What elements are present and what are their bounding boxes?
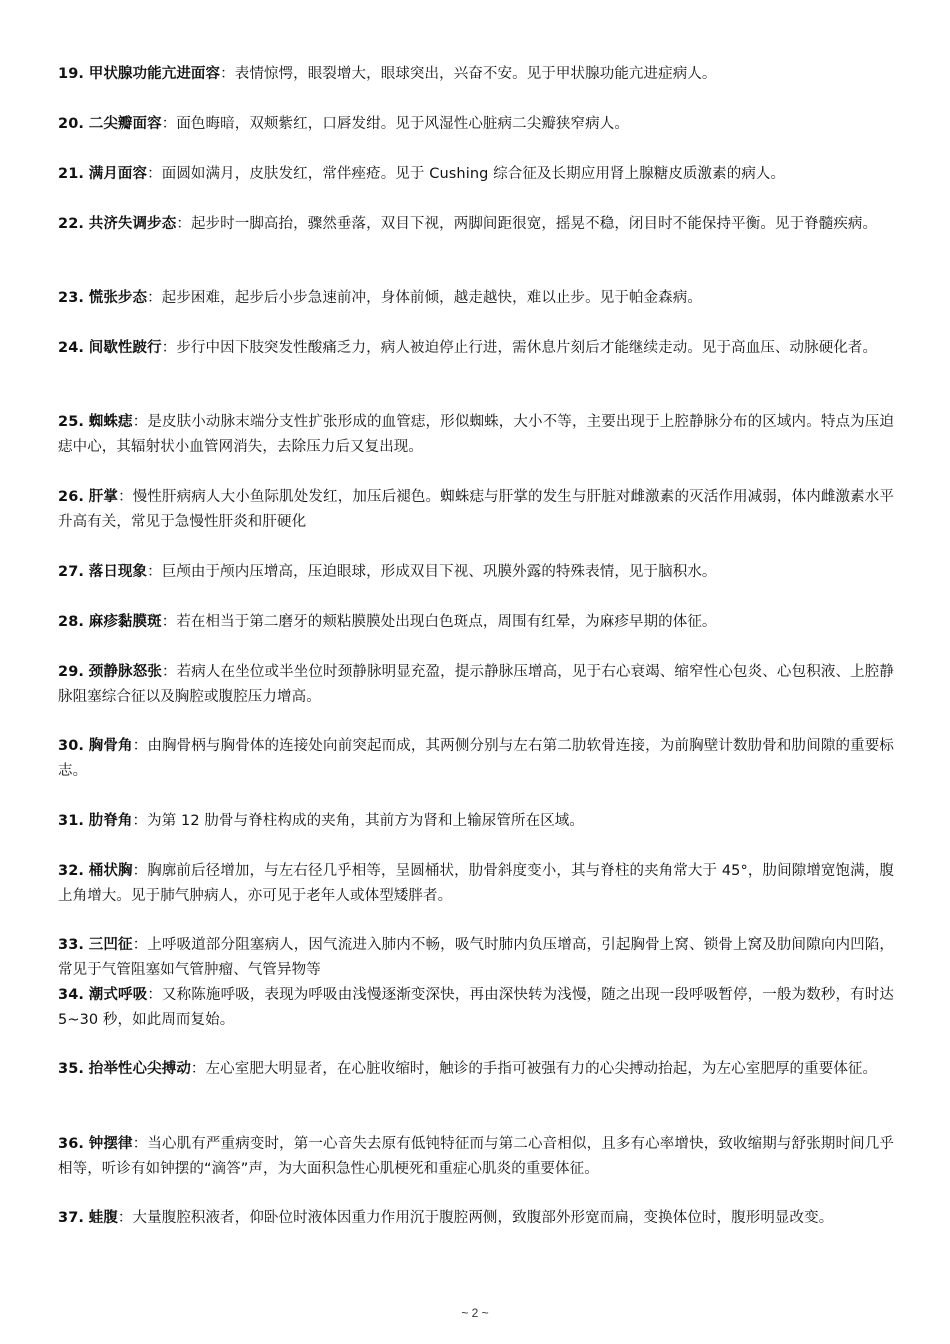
entry-term: 共济失调步态 bbox=[88, 216, 177, 232]
entry-body: 巨颅由于颅内压增高，压迫眼球，形成双目下视、巩膜外露的特殊表情，见于脑积水。 bbox=[161, 564, 717, 580]
entry-body: 步行中因下肢突发性酸痛乏力，病人被迫停止行进，需休息片刻后才能继续走动。见于高血压、动脉硬化者。 bbox=[176, 340, 878, 356]
entry-separator: ： bbox=[132, 1136, 148, 1152]
entry-number: 27. bbox=[58, 564, 84, 580]
entry-separator: ： bbox=[161, 664, 177, 680]
entry-32 bbox=[58, 859, 894, 909]
entry-number: 31. bbox=[58, 813, 84, 829]
entry-term: 桶状胸 bbox=[88, 863, 133, 879]
entry-number: 33. bbox=[58, 937, 84, 953]
entry-term: 肋脊角 bbox=[88, 813, 133, 829]
entry-separator: ： bbox=[220, 66, 235, 82]
entry-term: 肝掌 bbox=[88, 489, 119, 505]
entry-number: 29. bbox=[58, 664, 84, 680]
entry-21 bbox=[58, 162, 894, 187]
entry-separator: ： bbox=[161, 340, 177, 356]
entry-term: 钟摆律 bbox=[88, 1136, 133, 1152]
entry-body: 为第 12 肋骨与脊柱构成的夹角，其前方为肾和上输尿管所在区域。 bbox=[147, 813, 585, 829]
entry-33 bbox=[58, 933, 894, 983]
entry-20 bbox=[58, 112, 894, 137]
entry-25 bbox=[58, 410, 894, 460]
entry-body: 若病人在坐位或半坐位时颈静脉明显充盈，提示静脉压增高，见于右心衰竭、缩窄性心包炎、心包积液、上腔静脉阻塞综合征以及胸腔或腹腔压力增高。 bbox=[58, 664, 895, 705]
entry-22 bbox=[58, 212, 894, 237]
entry-number: 21. bbox=[58, 166, 84, 182]
entry-34 bbox=[58, 983, 894, 1033]
entry-term: 甲状腺功能亢进面容 bbox=[88, 66, 221, 82]
entry-number: 37. bbox=[58, 1210, 84, 1226]
entry-36 bbox=[58, 1132, 894, 1182]
entry-body: 当心肌有严重病变时，第一心音失去原有低钝特征而与第二心音相似，且多有心率增快，致收缩期与舒张期时间几乎相等，听诊有如钟摆的“滴答”声，为大面积急性心肌梗死和重症心肌炎的重要体征。 bbox=[58, 1136, 894, 1177]
entry-24 bbox=[58, 336, 894, 361]
entry-body: 是皮肤小动脉末端分支性扩张形成的血管痣，形似蜘蛛，大小不等，主要出现于上腔静脉分布的区域内。特点为压迫痣中心，其辐射状小血管网消失，去除压力后又复出现。 bbox=[58, 414, 894, 455]
entry-separator: ： bbox=[132, 738, 148, 754]
entry-30 bbox=[58, 734, 894, 784]
entry-number: 23. bbox=[58, 290, 84, 306]
entry-body: 起步时一脚高抬，骤然垂落，双目下视，两脚间距很宽，摇晃不稳，闭目时不能保持平衡。见于脊髓疾病。 bbox=[190, 216, 878, 232]
entry-term: 麻疹黏膜斑 bbox=[88, 614, 162, 630]
entry-23 bbox=[58, 286, 894, 311]
entry-29 bbox=[58, 660, 894, 710]
entry-number: 32. bbox=[58, 863, 84, 879]
entry-separator: ： bbox=[161, 614, 177, 630]
entry-separator: ： bbox=[132, 813, 148, 829]
entry-number: 36. bbox=[58, 1136, 84, 1152]
page-number: ~ 2 ~ bbox=[461, 1306, 489, 1320]
entry-number: 25. bbox=[58, 414, 84, 430]
entry-27 bbox=[58, 560, 894, 585]
entry-number: 24. bbox=[58, 340, 84, 356]
entry-26 bbox=[58, 485, 894, 535]
entry-28 bbox=[58, 610, 894, 635]
entry-body: 胸廓前后径增加，与左右径几乎相等，呈圆桶状，肋骨斜度变小，其与脊柱的夹角常大于 45°，肋间隙增宽饱满，腹上角增大。见于肺气肿病人，亦可见于老年人或体型矮胖者。 bbox=[58, 863, 894, 904]
entry-term: 蛙腹 bbox=[88, 1210, 118, 1226]
entry-body: 面色晦暗，双颊紫红，口唇发绀。见于风湿性心脏病二尖瓣狭窄病人。 bbox=[176, 116, 629, 132]
entry-number: 19. bbox=[58, 66, 84, 82]
entry-separator: ： bbox=[161, 116, 177, 132]
entry-term: 蜘蛛痣 bbox=[88, 414, 133, 430]
entry-term: 间歇性跛行 bbox=[88, 340, 162, 356]
entry-body: 由胸骨柄与胸骨体的连接处向前突起而成，其两侧分别与左右第二肋软骨连接，为前胸壁计数肋骨和肋间隙的重要标志。 bbox=[58, 738, 894, 779]
entry-term: 潮式呼吸 bbox=[88, 987, 148, 1003]
entry-separator: ： bbox=[118, 489, 133, 505]
entry-term: 颈静脉怒张 bbox=[88, 664, 162, 680]
entry-term: 落日现象 bbox=[88, 564, 148, 580]
entry-body: 慢性肝病病人大小鱼际肌处发红，加压后褪色。蜘蛛痣与肝掌的发生与肝脏对雌激素的灭活作用减弱，体内雌激素水平升高有关，常见于急慢性肝炎和肝硬化 bbox=[58, 489, 895, 530]
entry-separator: ： bbox=[190, 1061, 206, 1077]
entry-number: 35. bbox=[58, 1061, 84, 1077]
entry-term: 抬举性心尖搏动 bbox=[88, 1061, 191, 1077]
entry-body: 面圆如满月，皮肤发红，常伴痤疮。见于 Cushing 综合征及长期应用肾上腺糖皮质激素的病人。 bbox=[161, 166, 786, 182]
entry-separator: ： bbox=[147, 987, 162, 1003]
entry-35 bbox=[58, 1057, 894, 1082]
entry-number: 22. bbox=[58, 216, 84, 232]
entry-body: 上呼吸道部分阻塞病人，因气流进入肺内不畅，吸气时肺内负压增高，引起胸骨上窝、锁骨上窝及肋间隙向内凹陷，常见于气管阻塞如气管肿瘤、气管异物等 bbox=[58, 937, 894, 978]
entry-term: 慌张步态 bbox=[88, 290, 148, 306]
entry-term: 三凹征 bbox=[88, 937, 133, 953]
entry-number: 20. bbox=[58, 116, 84, 132]
entry-37 bbox=[58, 1206, 894, 1231]
entry-separator: ： bbox=[132, 414, 148, 430]
entry-term: 满月面容 bbox=[88, 166, 148, 182]
entry-number: 28. bbox=[58, 614, 84, 630]
entry-separator: ： bbox=[147, 166, 162, 182]
entry-term: 二尖瓣面容 bbox=[88, 116, 162, 132]
entry-31 bbox=[58, 809, 894, 834]
entry-term: 胸骨角 bbox=[88, 738, 133, 754]
entry-number: 34. bbox=[58, 987, 84, 1003]
entry-separator: ： bbox=[132, 937, 148, 953]
entry-19 bbox=[58, 62, 894, 87]
entry-number: 30. bbox=[58, 738, 84, 754]
entry-separator: ： bbox=[147, 290, 162, 306]
entry-body: 表情惊愕，眼裂增大，眼球突出，兴奋不安。见于甲状腺功能亢进症病人。 bbox=[234, 66, 717, 82]
entry-number: 26. bbox=[58, 489, 84, 505]
entry-body: 又称陈施呼吸，表现为呼吸由浅慢逐渐变深快，再由深快转为浅慢，随之出现一段呼吸暂停，一般为数秒，有时达 5~30 秒，如此周而复始。 bbox=[58, 987, 895, 1028]
entry-body: 左心室肥大明显者，在心脏收缩时，触诊的手指可被强有力的心尖搏动抬起，为左心室肥厚的重要体征。 bbox=[205, 1061, 878, 1077]
entry-separator: ： bbox=[176, 216, 191, 232]
entry-separator: ： bbox=[117, 1210, 133, 1226]
entry-body: 起步困难，起步后小步急速前冲，身体前倾，越走越快，难以止步。见于帕金森病。 bbox=[161, 290, 702, 306]
entry-separator: ： bbox=[147, 564, 162, 580]
entry-body: 若在相当于第二磨牙的颊粘膜膜处出现白色斑点，周围有红晕，为麻疹早期的体征。 bbox=[176, 614, 717, 630]
entry-separator: ： bbox=[132, 863, 148, 879]
entry-body: 大量腹腔积液者，仰卧位时液体因重力作用沉于腹腔两侧，致腹部外形宽而扁，变换体位时，腹形明显改变。 bbox=[132, 1210, 834, 1226]
